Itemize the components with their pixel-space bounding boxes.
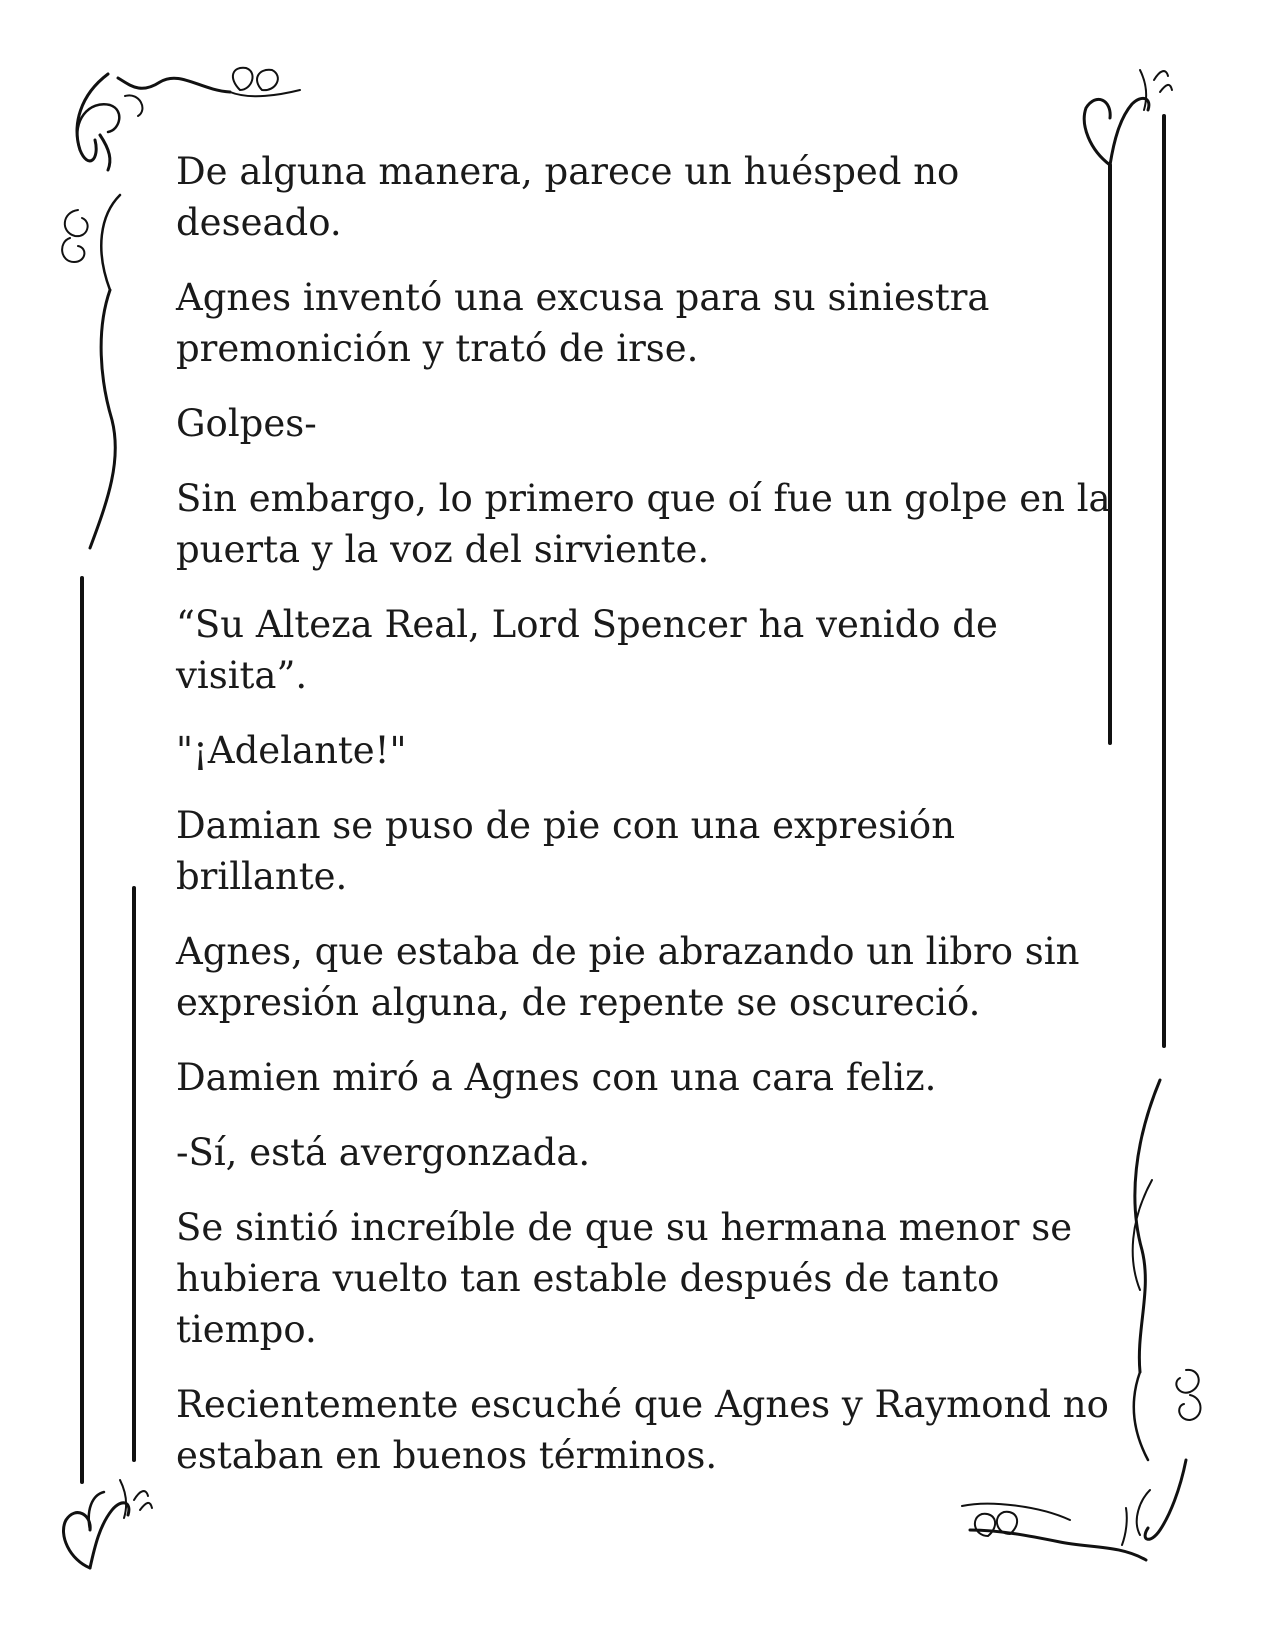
paragraph: Agnes, que estaba de pie abrazando un libro sin expresión alguna, de repente se oscureció. bbox=[176, 930, 1080, 1024]
paragraph: Damien miró a Agnes con una cara feliz. bbox=[176, 1056, 937, 1099]
flourish-bottom-left bbox=[63, 1480, 152, 1568]
paragraph: "¡Adelante!" bbox=[176, 729, 407, 772]
paragraph: Golpes- bbox=[176, 402, 317, 445]
body-text bbox=[176, 146, 1116, 1505]
paragraph: Se sintió increíble de que su hermana menor se hubiera vuelto tan estable después de tanto tiempo. bbox=[176, 1206, 1073, 1351]
paragraph: Damian se puso de pie con una expresión brillante. bbox=[176, 804, 956, 898]
paragraph: De alguna manera, parece un huésped no deseado. bbox=[176, 150, 960, 244]
paragraph: Agnes inventó una excusa para su siniestra premonición y trató de irse. bbox=[176, 276, 990, 370]
paragraph: -Sí, está avergonzada. bbox=[176, 1131, 591, 1174]
paragraph: “Su Alteza Real, Lord Spencer ha venido de visita”. bbox=[176, 603, 998, 697]
paragraph: Sin embargo, lo primero que oí fue un golpe en la puerta y la voz del sirviente. bbox=[176, 477, 1111, 571]
paragraph: Recientemente escuché que Agnes y Raymond no estaban en buenos términos. bbox=[176, 1383, 1109, 1477]
